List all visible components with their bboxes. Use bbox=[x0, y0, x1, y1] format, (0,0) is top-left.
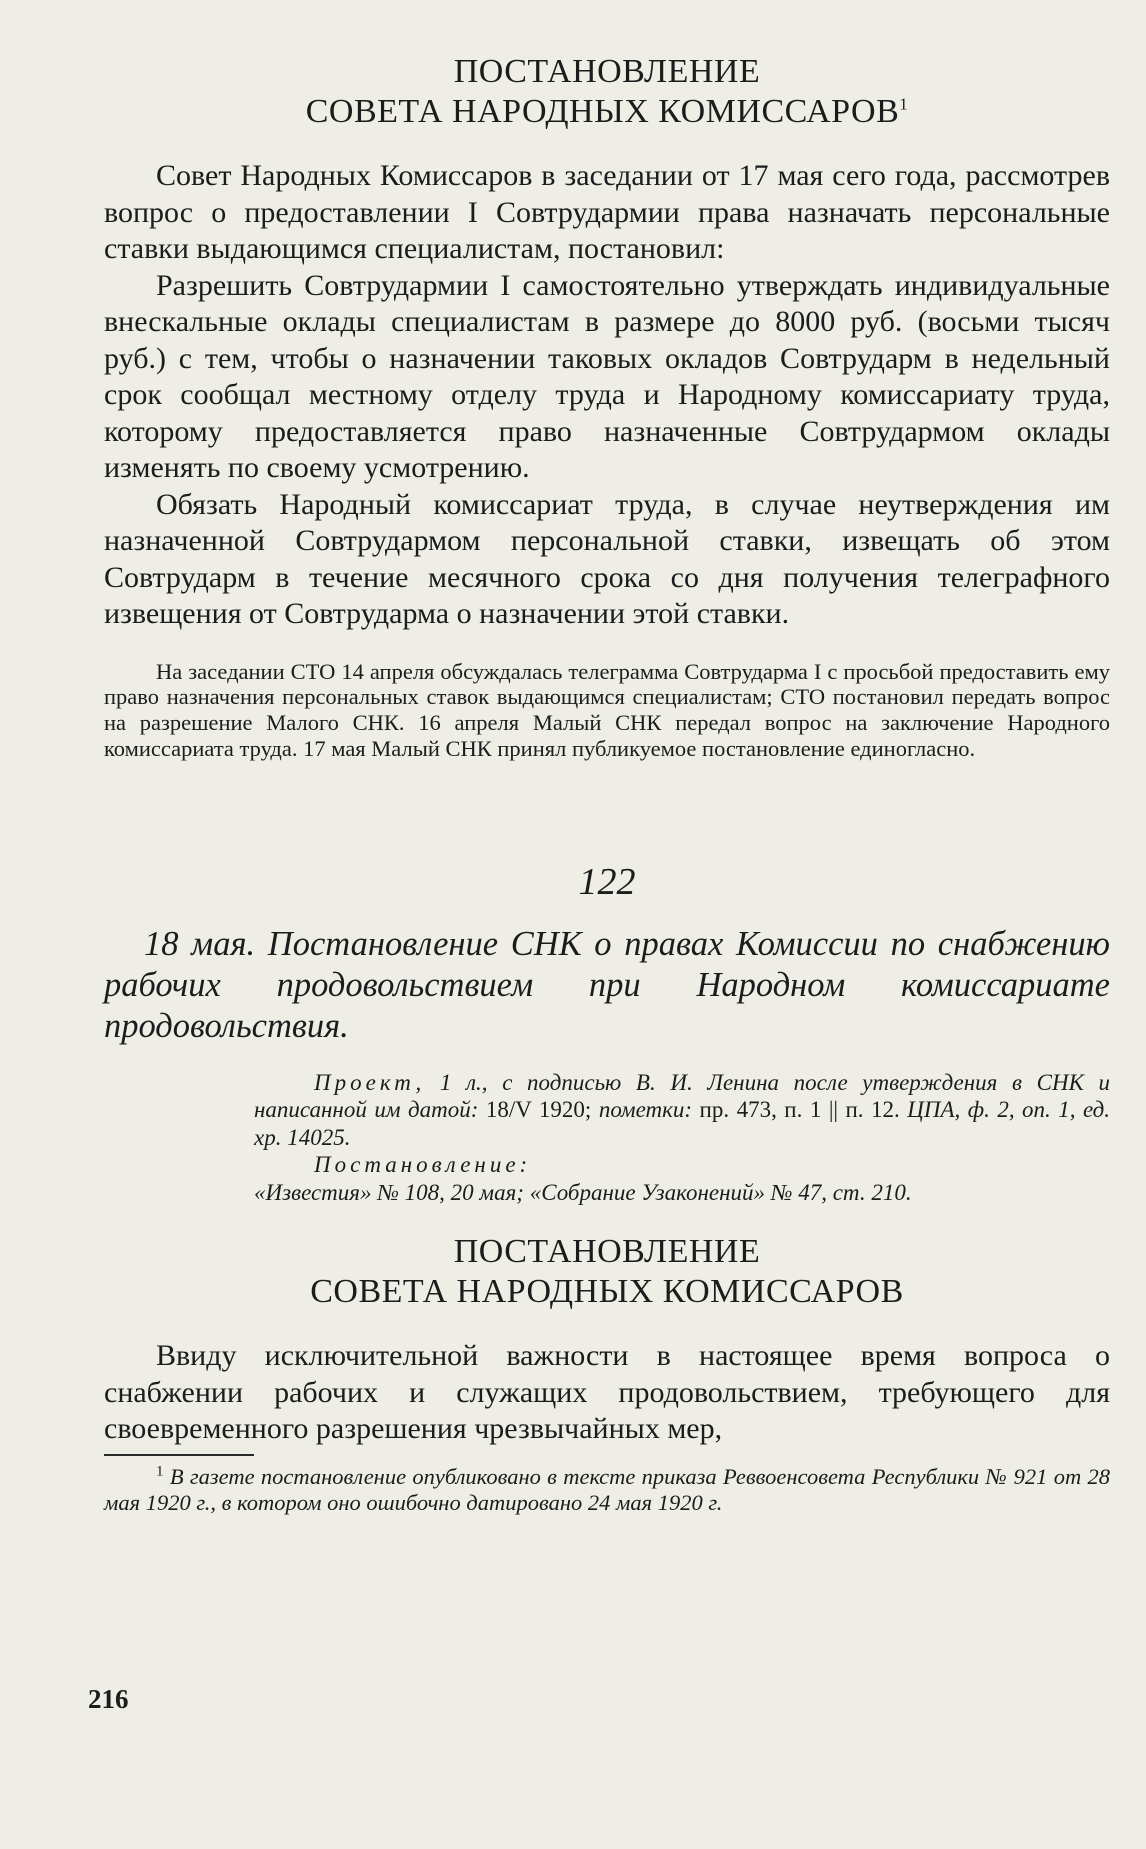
source-line-publication: «Известия» № 108, 20 мая; «Собрание Узаконений» № 47, ст. 210. bbox=[254, 1179, 912, 1205]
source-draft-description: 1 л., с подписью В. И. Ленина после утверждения в СНК и написанной им датой: bbox=[254, 1069, 1111, 1123]
decree-paragraph-3: Обязать Народный комиссариат труда, в случае неутверждения им назначенной Совтрудармом персональной ставки, извещать об этом Совтрударм в течение месячного срока со дня получения телеграфного извещения от Совтрударма о назначении этой ставки. bbox=[104, 487, 1110, 630]
footnote-divider bbox=[104, 1454, 254, 1456]
source-decree-label: Постановление: bbox=[314, 1152, 532, 1178]
archival-note: На заседании СТО 14 апреля обсуждалась телеграмма Совтрударма I с просьбой предоставить ему право назначения персональных ставок выдающимся специалистам; СТО постановил передать вопрос на разрешение Малого СНК. 16 апреля Малый СНК передал вопрос на заключение Народного комиссариата труда. 17 мая Малый СНК принял публикуемое постановление единогласно. bbox=[104, 658, 1110, 761]
page-content bbox=[104, 52, 1110, 1517]
decree-paragraph-2: Разрешить Совтрудармии I самостоятельно утверждать индивидуальные внескальные оклады специалистам в размере до 8000 руб. (восьми тысяч руб.) с тем, чтобы о назначении таковых окладов Совтрударм в недельный срок сообщал местному отделу труда и Народному комиссариату труда, которому предоставляется право назначенные Совтрудармом оклады изменять по своему усмотрению. bbox=[104, 268, 1110, 484]
footnote-mark: 1 bbox=[156, 1463, 164, 1480]
source-info bbox=[104, 1069, 1110, 1207]
decree2-title-line2: СОВЕТА НАРОДНЫХ КОМИССАРОВ bbox=[310, 1273, 904, 1311]
page-number: 216 bbox=[88, 1684, 129, 1714]
source-line-draft bbox=[104, 1069, 1110, 1152]
decree2-title bbox=[104, 1232, 1110, 1312]
decree-title-text: СОВЕТА НАРОДНЫХ КОМИССАРОВ bbox=[305, 93, 900, 130]
decree2-paragraph-1: Ввиду исключительной важности в настоящее время вопроса о снабжении рабочих и служащих продовольствием, требующего для своевременного разрешения чрезвычайных мер, bbox=[104, 1339, 1110, 1446]
source-line-decree bbox=[104, 1151, 1110, 1179]
decree2-title-line1: ПОСТАНОВЛЕНИЕ bbox=[453, 1233, 761, 1271]
source-marks-label: пометки: bbox=[598, 1097, 693, 1123]
decree-title-line2 bbox=[104, 92, 1110, 132]
source-draft-date: 18/V 1920; bbox=[485, 1097, 592, 1123]
source-draft-label: Проект, bbox=[314, 1069, 426, 1095]
document-number: 122 bbox=[578, 860, 636, 903]
decree-paragraph-1: Совет Народных Комиссаров в заседании от 17 мая сего года, рассмотрев вопрос о предоставлении I Совтрудармии права назначать персональные ставки выдающимся специалистам, постановил: bbox=[104, 159, 1110, 265]
source-archive: ЦПА, ф. 2, оп. 1, ед. хр. 14025. bbox=[254, 1097, 1111, 1150]
document-heading: 18 мая. Постановление СНК о правах Комиссии по снабжению рабочих продовольствием при Народном комиссариате продовольствия. bbox=[104, 924, 1110, 1045]
footnote-reference: 1 bbox=[899, 94, 909, 114]
decree-title bbox=[104, 52, 1110, 132]
footnote-text: В газете постановление опубликовано в тексте приказа Реввоенсовета Республики № 921 от 28 мая 1920 г., в котором оно ошибочно датировано 24 мая 1920 г. bbox=[104, 1463, 1111, 1516]
source-marks: пр. 473, п. 1 || п. 12. bbox=[699, 1097, 900, 1123]
decree-title-line1: ПОСТАНОВЛЕНИЕ bbox=[453, 53, 761, 90]
footnote bbox=[104, 1464, 1110, 1517]
